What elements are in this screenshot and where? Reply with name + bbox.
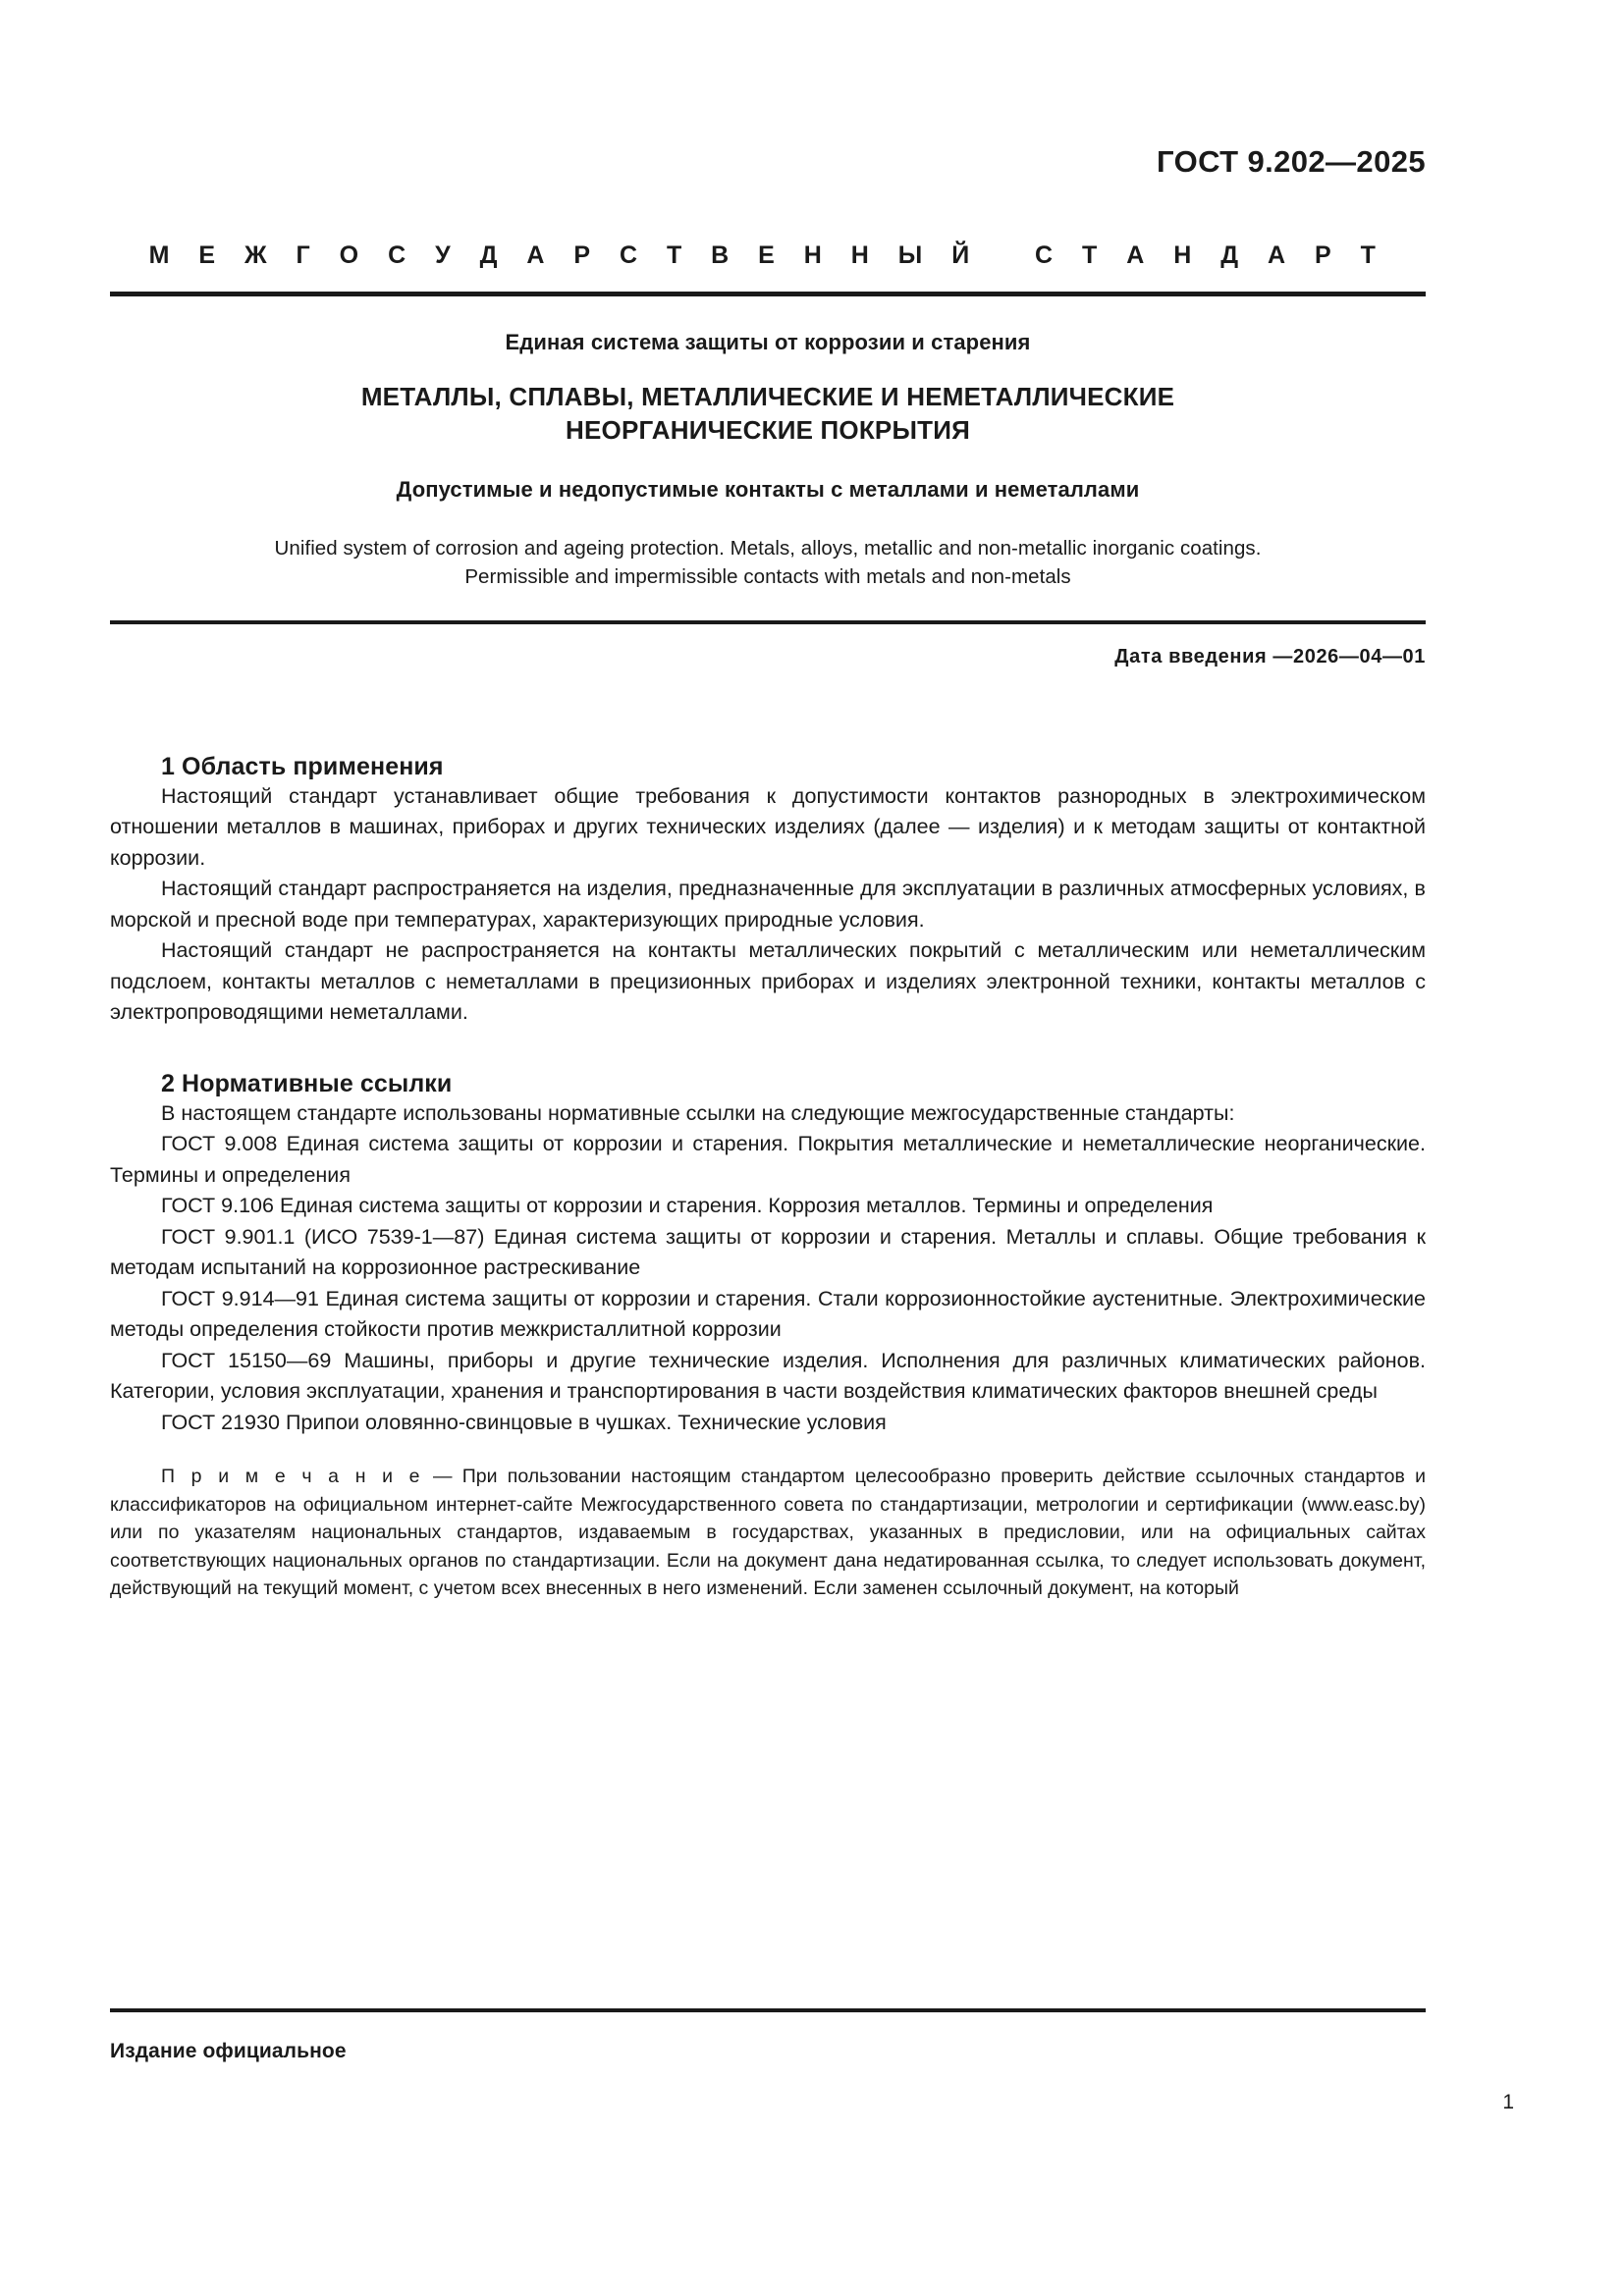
reference-item: ГОСТ 9.106 Единая система защиты от коррозии и старения. Коррозия металлов. Термины и определения xyxy=(161,1194,1214,1218)
title-english-line-1: Unified system of corrosion and ageing protection. Metals, alloys, metallic and non-metallic inorganic coatings. xyxy=(274,536,1262,560)
reference-item: ГОСТ 9.901.1 (ИСО 7539-1—87) Единая система защиты от коррозии и старения. Металлы и сплавы. Общие требования к методам испытаний на коррозионное растрескивание xyxy=(110,1224,1426,1280)
section-heading-references: 2 Нормативные ссылки xyxy=(161,1069,453,1097)
scope-paragraph-2: Настоящий стандарт распространяется на изделия, предназначенные для эксплуатации в различных атмосферных условиях, в морской и пресной воде при температурах, характеризующих природные условия. xyxy=(110,877,1426,932)
title-main-line-2: НЕОРГАНИЧЕСКИЕ ПОКРЫТИЯ xyxy=(566,414,970,445)
scope-paragraph-1: Настоящий стандарт устанавливает общие требования к допустимости контактов разнородных в электрохимическом отношении металлов в машинах, приборах и других технических изделиях (далее — изделия) и к методам защиты от контактной коррозии. xyxy=(110,783,1426,870)
note-label: П р и м е ч а н и е xyxy=(161,1466,423,1488)
title-english-line-2: Permissible and impermissible contacts with metals and non-metals xyxy=(464,564,1071,588)
document-number: ГОСТ 9.202—2025 xyxy=(1157,144,1426,179)
standard-type-heading: М Е Ж Г О С У Д А Р С Т В Е Н Н Ы Й С Т А Н Д А Р Т xyxy=(148,241,1387,270)
title-main-line-1: МЕТАЛЛЫ, СПЛАВЫ, МЕТАЛЛИЧЕСКИЕ И НЕМЕТАЛЛИЧЕСКИЕ xyxy=(360,382,1175,412)
title-block xyxy=(110,296,1426,591)
references-note xyxy=(110,1438,1426,1603)
references-intro: В настоящем стандарте использованы нормативные ссылки на следующие межгосударственные стандарты: xyxy=(161,1100,1235,1125)
title-subtitle: Допустимые и недопустимые контакты с металлами и неметаллами xyxy=(396,476,1140,502)
scope-paragraph-3: Настоящий стандарт не распространяется на контакты металлических покрытий с металлическим или неметаллическим подслоем, контакты металлов с неметаллами в прецизионных приборах и изделиях электронной техники, контакты металлов с электропроводящими неметаллами. xyxy=(110,938,1426,1025)
reference-item: ГОСТ 9.008 Единая система защиты от коррозии и старения. Покрытия металлические и неметаллические неорганические. Термины и определения xyxy=(110,1132,1426,1187)
reference-item: ГОСТ 9.914—91 Единая система защиты от коррозии и старения. Стали коррозионностойкие аустенитные. Электрохимические методы определения стойкости против межкристаллитной коррозии xyxy=(110,1286,1426,1342)
title-main xyxy=(110,381,1426,448)
official-edition-label: Издание официальное xyxy=(110,2040,347,2062)
title-english xyxy=(110,534,1426,591)
note-dash: — xyxy=(422,1466,462,1488)
reference-item: ГОСТ 15150—69 Машины, приборы и другие технические изделия. Исполнения для различных климатических районов. Категории, условия эксплуатации, хранения и транспортирования в части воздействия климатических факторов внешней среды xyxy=(110,1348,1426,1404)
introduction-date: Дата введения —2026—04—01 xyxy=(1114,645,1426,667)
reference-item: ГОСТ 21930 Припои оловянно-свинцовые в чушках. Технические условия xyxy=(161,1410,887,1434)
note-text: При пользовании настоящим стандартом целесообразно проверить действие ссылочных стандартов и классификаторов на официальном интернет-сайте Межгосударственного совета по стандартизации, метрологии и сертификации (www.easc.by) или по указателям национальных стандартов, издаваемым в государствах, указанных в предисловии, или на официальных сайтах соответствующих национальных органов по стандартизации. Если на документ дана недатированная ссылка, то следует использовать документ, действующий на текущий момент, с учетом всех внесенных в него изменений. Если заменен ссылочный документ, на который xyxy=(110,1466,1426,1600)
document-body xyxy=(110,668,1426,1603)
title-system-line: Единая система защиты от коррозии и старения xyxy=(505,330,1031,355)
section-heading-scope: 1 Область применения xyxy=(161,752,444,780)
page-number: 1 xyxy=(1502,2091,1514,2113)
footer-rule xyxy=(110,2008,1426,2012)
page-content xyxy=(110,0,1426,1603)
